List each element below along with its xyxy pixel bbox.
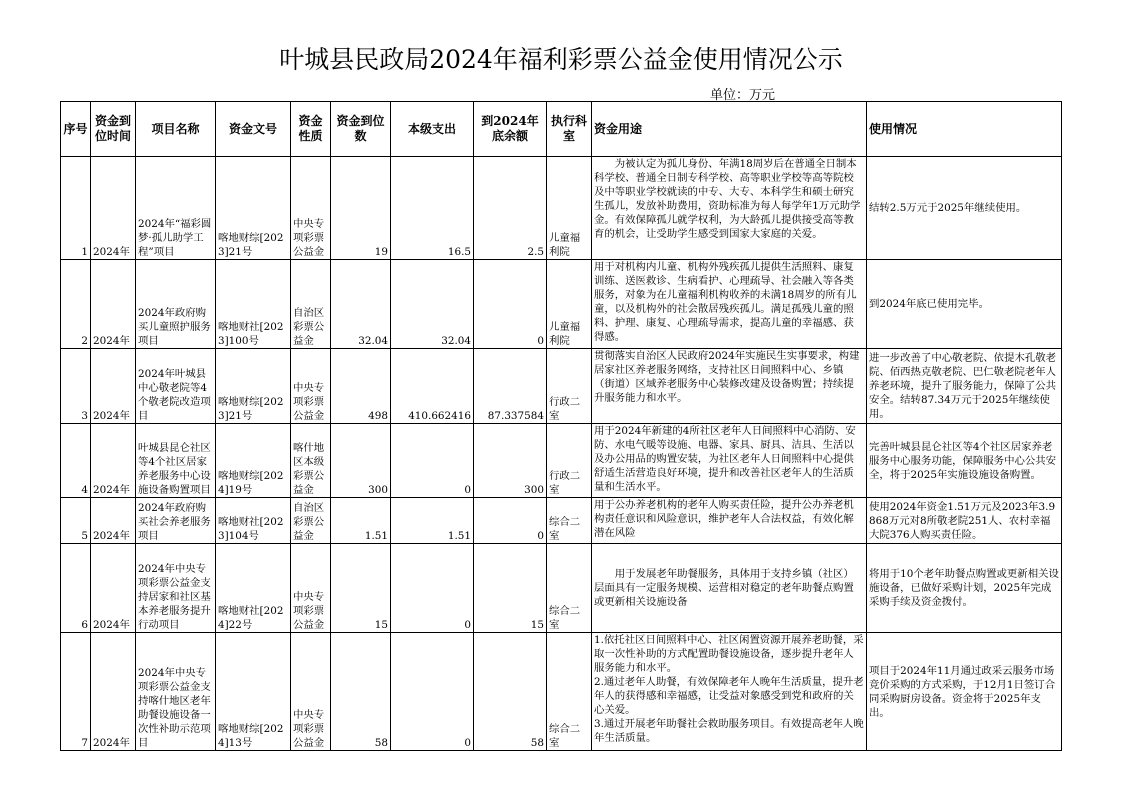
cell-no: 7: [61, 633, 91, 751]
cell-purpose: 贯彻落实自治区人民政府2024年实施民生实事要求，构建居家社区养老服务网络，支持社区日间照料中心、乡镇（街道）区域养老服务中心装修改建及设备购置；持续提升服务能力和水平。: [592, 349, 867, 424]
cell-no: 5: [61, 498, 91, 544]
cell-no: 4: [61, 424, 91, 498]
header-project: 项目名称: [136, 102, 216, 157]
cell-nature: 喀什地区本级彩票公益金: [291, 424, 331, 498]
cell-dept: 综合二室: [547, 544, 592, 633]
cell-purpose: 1.依托社区日间照料中心、社区闲置资源开展养老助餐，采取一次性补助的方式配置助餐设施设备，逐步提升老年人服务能力和水平。 2.通过老年人助餐，有效保障老年人晚年生活质量，提升老年人的获得感和幸福感，让受益对象感受到党和政府的关心关爱。 3.通过开展老年助餐社会救助服务项目。有效提高老年人晚年生活质量。: [592, 633, 867, 751]
unit-label: 单位：万元: [710, 88, 776, 103]
cell-nature: 自治区彩票公益金: [291, 260, 331, 349]
header-doc: 资金文号: [216, 102, 291, 157]
table-header-row: [61, 102, 1062, 157]
cell-purpose: 用于2024年新建的4所社区老年人日间照料中心消防、安防、水电气暖等设施、电器、家具、厨具、洁具、生活以及办公用品的购置安装，为社区老年人日间照料中心提供舒适生活营造良好环境，提升和改善社区老年人的生活质量和生活水平。: [592, 424, 867, 498]
table-row: [61, 349, 1062, 424]
cell-no: 1: [61, 157, 91, 260]
cell-spent: 0: [391, 544, 474, 633]
cell-nature: 中央专项彩票公益金: [291, 157, 331, 260]
fund-usage-table: [60, 101, 1062, 751]
cell-spent: 32.04: [391, 260, 474, 349]
cell-nature: 自治区彩票公益金: [291, 498, 331, 544]
cell-nature: 中央专项彩票公益金: [291, 544, 331, 633]
cell-arrived: 58: [331, 633, 391, 751]
cell-status: 完善叶城县昆仑社区等4个社区居家养老服务中心服务功能，保障服务中心公共安全，将于2025年实施设施设备购置。: [867, 424, 1062, 498]
header-time: 资金到位时间: [91, 102, 136, 157]
cell-time: 2024年: [91, 349, 136, 424]
cell-no: 3: [61, 349, 91, 424]
header-dept: 执行科室: [547, 102, 592, 157]
cell-project: 2024年中央专项彩票公益金支持喀什地区老年助餐设施设备一次性补助示范项目: [136, 633, 216, 751]
cell-doc: 喀地财社[2023]100号: [216, 260, 291, 349]
cell-dept: 行政二室: [547, 424, 592, 498]
table-row: [61, 157, 1062, 260]
cell-doc: 喀地财综[2023]21号: [216, 157, 291, 260]
cell-status: 将用于10个老年助餐点购置或更新相关设施设备，已做好采购计划，2025年完成采购手续及资金拨付。: [867, 544, 1062, 633]
cell-time: 2024年: [91, 633, 136, 751]
cell-status: 到2024年底已使用完毕。: [867, 260, 1062, 349]
cell-project: 2024年叶城县中心敬老院等4个敬老院改造项目: [136, 349, 216, 424]
cell-no: 6: [61, 544, 91, 633]
cell-balance: 15: [474, 544, 547, 633]
header-nature: 资金性质: [291, 102, 331, 157]
cell-arrived: 32.04: [331, 260, 391, 349]
cell-project: 2024年政府购买社会养老服务项目: [136, 498, 216, 544]
header-balance: 到2024年底余额: [474, 102, 547, 157]
header-spent: 本级支出: [391, 102, 474, 157]
header-status: 使用情况: [867, 102, 1062, 157]
cell-spent: 410.662416: [391, 349, 474, 424]
cell-time: 2024年: [91, 260, 136, 349]
cell-doc: 喀地财社[2024]22号: [216, 544, 291, 633]
cell-balance: 87.337584: [474, 349, 547, 424]
table-row: [61, 498, 1062, 544]
cell-balance: 300: [474, 424, 547, 498]
table-row: [61, 633, 1062, 751]
cell-spent: 16.5: [391, 157, 474, 260]
cell-status: 结转2.5万元于2025年继续使用。: [867, 157, 1062, 260]
cell-time: 2024年: [91, 157, 136, 260]
cell-doc: 喀地财社[2023]104号: [216, 498, 291, 544]
cell-project: 2024年政府购买儿童照护服务项目: [136, 260, 216, 349]
cell-doc: 喀地财综[2024]13号: [216, 633, 291, 751]
header-arrived: 资金到位数: [331, 102, 391, 157]
cell-spent: 1.51: [391, 498, 474, 544]
cell-balance: 0: [474, 260, 547, 349]
cell-spent: 0: [391, 424, 474, 498]
cell-arrived: 300: [331, 424, 391, 498]
cell-dept: 行政二室: [547, 349, 592, 424]
cell-status: 使用2024年资金1.51万元及2023年3.9868万元对8所敬老院251人、农村幸福大院376人购买责任险。: [867, 498, 1062, 544]
page-title: 叶城县民政局2024年福利彩票公益金使用情况公示: [279, 45, 843, 74]
cell-arrived: 1.51: [331, 498, 391, 544]
cell-purpose: 用于对机构内儿童、机构外残疾孤儿提供生活照料、康复训练、送医救诊、生病看护、心理疏导、社会融入等各类服务，对象为在儿童福利机构收养的未满18周岁的所有儿童，以及机构外的社会散居残疾孤儿。满足孤残儿童的照料、护理、康复、心理疏导需求，提高儿童的幸福感、获得感。: [592, 260, 867, 349]
cell-balance: 0: [474, 498, 547, 544]
cell-dept: 综合二室: [547, 498, 592, 544]
cell-doc: 喀地财综[2023]21号: [216, 349, 291, 424]
cell-dept: 儿童福利院: [547, 260, 592, 349]
cell-nature: 中央专项彩票公益金: [291, 349, 331, 424]
cell-arrived: 19: [331, 157, 391, 260]
cell-purpose: 为被认定为孤儿身份、年满18周岁后在普通全日制本科学校、普通全日制专科学校、高等职业学校等高等院校及中等职业学校就读的中专、大专、本科学生和硕士研究生孤儿，发放补助费用，资助标准为每人每学年1万元助学金。有效保障孤儿就学权利，为大龄孤儿提供接受高等教育的机会，让受助学生感受到国家大家庭的关爱。: [592, 157, 867, 260]
header-no: 序号: [61, 102, 91, 157]
cell-time: 2024年: [91, 544, 136, 633]
cell-project: 2024年中央专项彩票公益金支持居家和社区基本养老服务提升行动项目: [136, 544, 216, 633]
cell-arrived: 15: [331, 544, 391, 633]
table-row: [61, 544, 1062, 633]
cell-balance: 2.5: [474, 157, 547, 260]
cell-doc: 喀地财综[2024]19号: [216, 424, 291, 498]
cell-purpose: 用于公办养老机构的老年人购买责任险，提升公办养老机构责任意识和风险意识，维护老年人合法权益，有效化解潜在风险: [592, 498, 867, 544]
cell-status: 进一步改善了中心敬老院、依提木孔敬老院、佰西热克敬老院、巴仁敬老院老年人养老环境，提升了服务能力，保障了公共安全。结转87.34万元于2025年继续使用。: [867, 349, 1062, 424]
cell-no: 2: [61, 260, 91, 349]
cell-status: 项目于2024年11月通过政采云服务市场竞价采购的方式采购，于12月1日签订合同采购厨房设备。资金将于2025年支出。: [867, 633, 1062, 751]
cell-nature: 中央专项彩票公益金: [291, 633, 331, 751]
cell-time: 2024年: [91, 424, 136, 498]
cell-arrived: 498: [331, 349, 391, 424]
cell-spent: 0: [391, 633, 474, 751]
cell-balance: 58: [474, 633, 547, 751]
cell-dept: 综合二室: [547, 633, 592, 751]
cell-purpose: 用于发展老年助餐服务，具体用于支持乡镇（社区）层面具有一定服务规模、运营相对稳定的老年助餐点购置或更新相关设施设备: [592, 544, 867, 633]
cell-project: 2024年“福彩圆梦·孤儿助学工程”项目: [136, 157, 216, 260]
header-purpose: 资金用途: [592, 102, 867, 157]
table-row: [61, 424, 1062, 498]
table-row: [61, 260, 1062, 349]
cell-project: 叶城县昆仑社区等4个社区居家养老服务中心设施设备购置项目: [136, 424, 216, 498]
cell-dept: 儿童福利院: [547, 157, 592, 260]
cell-time: 2024年: [91, 498, 136, 544]
